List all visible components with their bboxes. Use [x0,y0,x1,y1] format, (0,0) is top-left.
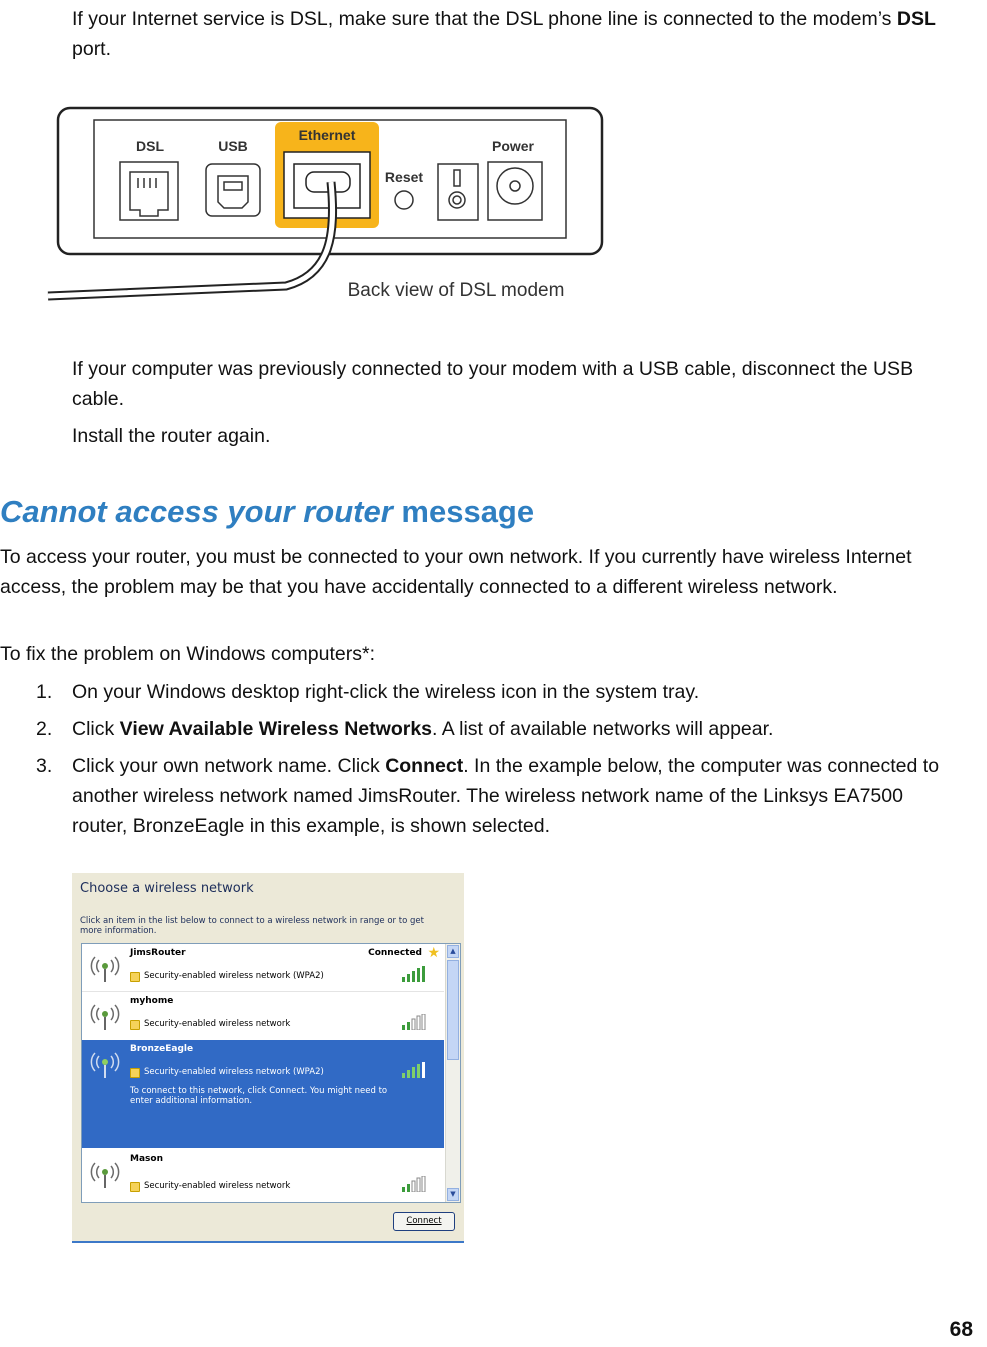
dsl-port-label: DSL [896,8,936,30]
lock-icon [130,972,140,982]
install-note: Install the router again. [72,425,271,447]
dsl-text: If your Internet service is DSL, make sure that the DSL phone line is connected to the modem’s [72,8,897,30]
dsl-text-end: port. [72,38,112,60]
dsl-instruction [72,4,963,64]
wireless-antenna-icon [90,1002,120,1032]
step-bold: View Available Wireless Networks [119,718,433,740]
wireless-antenna-icon [90,1050,120,1080]
network-item-bronzeeagle[interactable] [82,1040,444,1148]
signal-strength-icon [402,1062,426,1078]
network-item-jimsrouter[interactable] [82,944,444,992]
step-bold: Connect [385,755,464,777]
power-jack-icon [488,162,542,220]
network-status: Connected [368,948,422,958]
ethernet-port-text: Ethernet [298,127,356,143]
step-number: 3. [36,755,53,777]
lock-icon [130,1020,140,1030]
list-item [0,751,963,841]
usb-port-icon [206,164,260,216]
reset-button-icon [395,191,413,209]
modem-caption: Back view of DSL modem [347,280,565,301]
reset-text: Reset [384,169,424,185]
section-heading [0,490,534,534]
usb-note: If your computer was previously connected to your modem with a USB cable, disconnect the USB cable. [72,358,914,410]
steps-list [0,677,963,848]
step-text-end: . In the example below, the computer was connected to another wireless network named JimsRouter. The wireless network name of the Linksys EA7500 router, BronzeEagle in this example, is shown selected. [72,755,940,837]
scroll-down-icon[interactable]: ▼ [447,1188,459,1201]
dsl-port-text: DSL [136,138,164,154]
signal-strength-icon [402,1176,426,1192]
list-item [0,677,963,707]
wireless-antenna-icon [90,1160,120,1190]
scroll-thumb[interactable] [447,960,459,1060]
fix-intro: To fix the problem on Windows computers*: [0,643,375,665]
lock-icon [130,1068,140,1078]
network-name: Mason [130,1154,163,1164]
network-security: Security-enabled wireless network [144,1181,291,1191]
access-paragraph: To access your router, you must be connected to your own network. If you currently have wireless Internet access, the problem may be that you have accidentally connected to a different wireless network. [0,546,912,598]
network-security: Security-enabled wireless network (WPA2) [144,1067,324,1077]
network-name: JimsRouter [130,948,186,958]
lock-icon [130,1182,140,1192]
network-hint: To connect to this network, click Connect. You might need to enter additional information. [130,1086,388,1106]
step-text: On your Windows desktop right-click the wireless icon in the system tray. [72,681,700,703]
network-security: Security-enabled wireless network (WPA2) [144,971,324,981]
signal-strength-icon [402,966,426,982]
heading-italic: Cannot access your router [0,494,393,529]
network-name: myhome [130,996,174,1006]
dialog-subtitle: Click an item in the list below to connect to a wireless network in range or to get more information. [80,916,424,936]
dsl-port-icon [120,162,178,220]
network-security: Security-enabled wireless network [144,1019,291,1029]
step-number: 2. [36,718,53,740]
signal-strength-icon [402,1014,426,1030]
scroll-up-icon[interactable]: ▲ [447,945,459,958]
network-list-scrollbar[interactable] [445,944,460,1202]
network-item-myhome[interactable] [82,992,444,1038]
wireless-network-dialog [72,873,464,1243]
usb-port-text: USB [218,138,248,154]
page-number: 68 [949,1318,973,1341]
heading-rest: message [392,494,535,529]
network-name: BronzeEagle [130,1044,194,1054]
power-text: Power [491,138,535,154]
star-icon: ★ [427,945,440,961]
network-item-mason[interactable] [82,1150,444,1200]
step-text: Click [72,718,120,740]
network-list[interactable] [81,943,461,1203]
step-text: Click your own network name. Click [72,755,386,777]
list-item [0,714,963,744]
wireless-antenna-icon [90,954,120,984]
power-switch-icon [438,164,478,220]
modem-back-view-diagram [46,104,606,304]
dialog-title: Choose a wireless network [80,881,254,896]
step-number: 1. [36,681,53,703]
step-text-end: . A list of available networks will appear. [432,718,774,740]
connect-button[interactable]: Connect [393,1212,455,1231]
